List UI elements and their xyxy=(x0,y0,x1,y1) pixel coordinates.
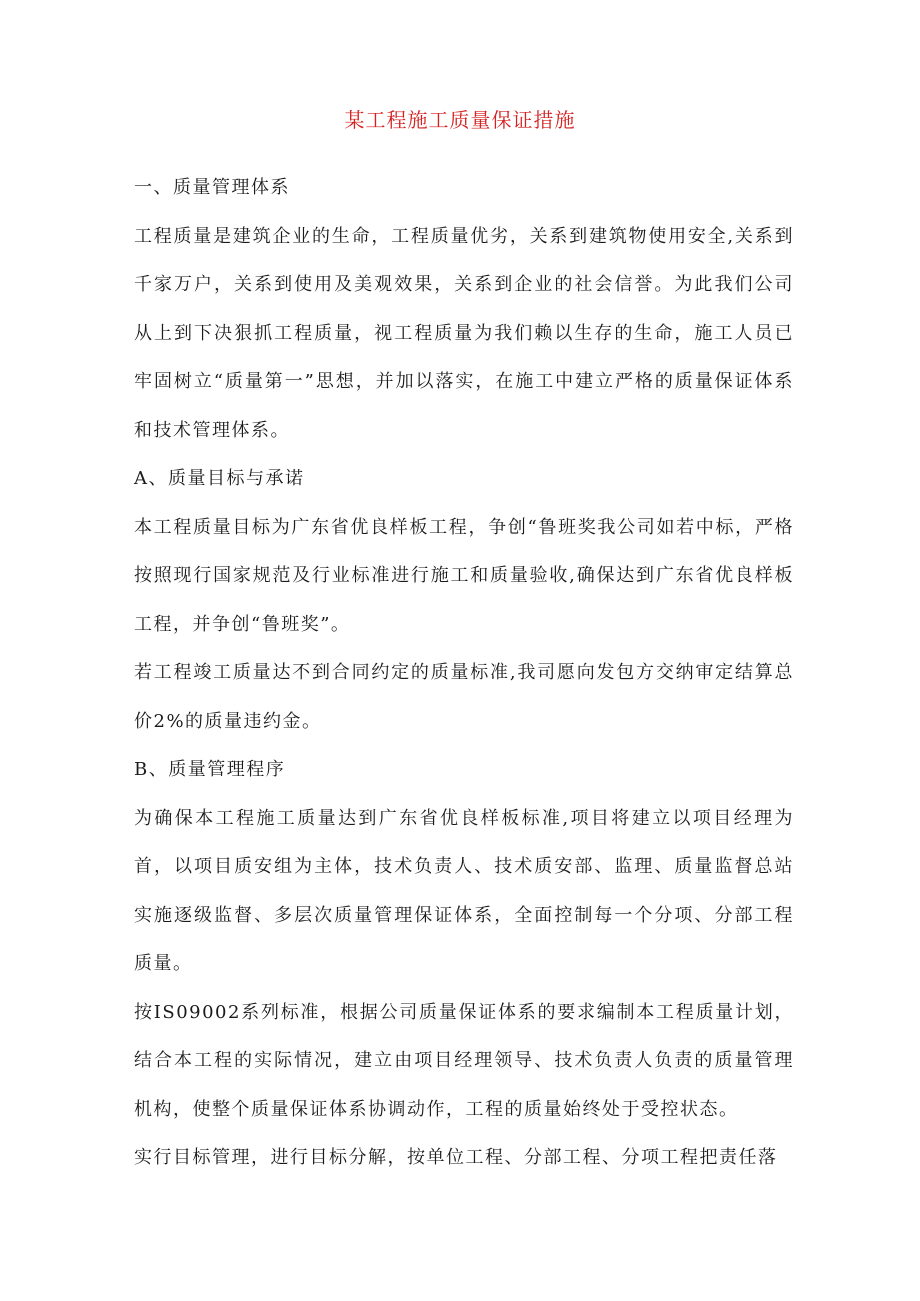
section-heading-quality-goal: A、质量目标与承诺 xyxy=(134,468,305,489)
paragraph-target-management: 实行目标管理，进行目标分解，按单位工程、分部工程、分项工程把责任落 xyxy=(134,1147,778,1168)
document-body xyxy=(134,164,794,1183)
paragraph-iso-standard: 按IS09002系列标准，根据公司质量保证体系的要求编制本工程质量计划，结合本工程的实际情况，建立由项目经理领导、技术负责人负责的质量管理机构，使整个质量保证体系协调动作，工程的质量始终处于受控状态。 xyxy=(134,1001,794,1120)
paragraph-quality-goal: 本工程质量目标为广东省优良样板工程，争创“鲁班奖我公司如若中标，严格按照现行国家规范及行业标准进行施工和质量验收,确保达到广东省优良样板工程，并争创“鲁班奖”。 xyxy=(134,516,794,635)
paragraph-quality-importance: 工程质量是建筑企业的生命，工程质量优劣，关系到建筑物使用安全,关系到千家万户，关系到使用及美观效果，关系到企业的社会信誉。为此我们公司从上到下决狠抓工程质量，视工程质量为我们赖以生存的生命，施工人员已牢固树立“质量第一”思想，并加以落实，在施工中建立严格的质量保证体系和技术管理体系。 xyxy=(134,225,794,441)
paragraph-penalty: 若工程竣工质量达不到合同约定的质量标准,我司愿向发包方交纳审定结算总价2%的质量违约金。 xyxy=(134,662,794,732)
document-title: 某工程施工质量保证措施 xyxy=(344,108,576,132)
paragraph-quality-procedure: 为确保本工程施工质量达到广东省优良样板标准,项目将建立以项目经理为首，以项目质安组为主体，技术负责人、技术质安部、监理、质量监督总站实施逐级监督、多层次质量管理保证体系，全面控制每一个分项、分部工程质量。 xyxy=(134,807,794,974)
section-heading-quality-procedure: B、质量管理程序 xyxy=(134,759,286,780)
section-heading-quality-management-system: 一、质量管理体系 xyxy=(134,177,290,198)
